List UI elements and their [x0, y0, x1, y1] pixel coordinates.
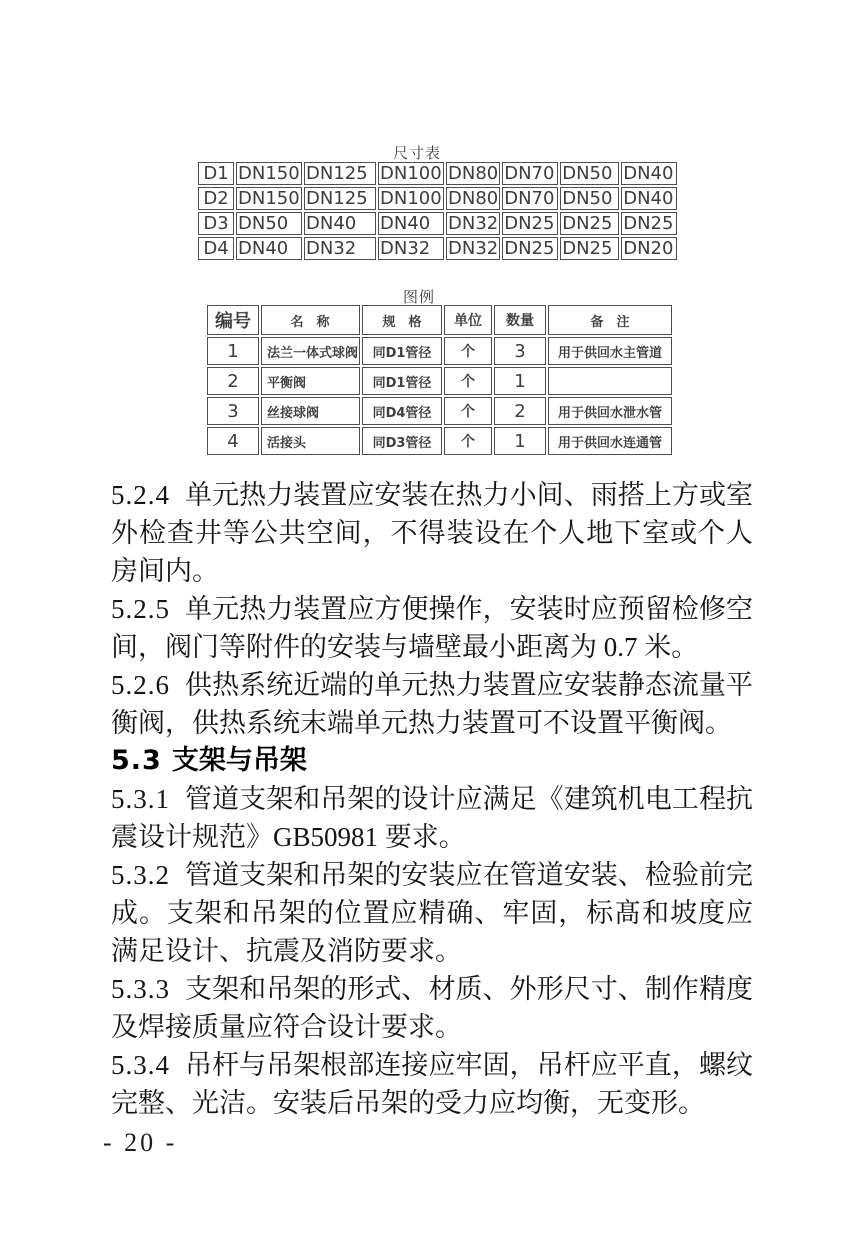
table-cell: D1: [198, 162, 234, 185]
section-text: 支架和吊架的形式、材质、外形尺寸、制作精度及焊接质量应符合设计要求。: [111, 974, 753, 1042]
column-header: 单位: [444, 305, 492, 335]
table-header-row: [207, 305, 672, 335]
section-5-2-6: [111, 666, 753, 742]
table-cell: DN25: [502, 237, 558, 260]
table-cell: DN70: [502, 187, 558, 210]
table-row: [207, 337, 672, 365]
section-5-3-4: [111, 1046, 753, 1122]
table-cell: DN125: [304, 162, 376, 185]
table-cell: DN40: [378, 212, 444, 235]
table-cell: D4: [198, 237, 234, 260]
table-cell: DN40: [621, 162, 677, 185]
table-cell: 个: [444, 427, 492, 455]
table-cell: DN100: [378, 187, 444, 210]
table-cell: 个: [444, 337, 492, 365]
column-header: 规 格: [362, 305, 442, 335]
size-table-title: 尺寸表: [393, 144, 442, 162]
table-cell: DN25: [621, 212, 677, 235]
document-body: [111, 476, 753, 1122]
table-row: [207, 367, 672, 395]
section-number: 5.2.5: [111, 594, 170, 624]
section-5-2-4: [111, 476, 753, 590]
table-cell: 同D1管径: [362, 367, 442, 395]
table-cell: 用于供回水泄水管: [548, 397, 672, 425]
section-number: 5.3: [111, 745, 162, 776]
section-number: 5.3.3: [111, 974, 170, 1004]
table-cell: DN70: [502, 162, 558, 185]
section-text: 单元热力装置应安装在热力小间、雨搭上方或室外检查井等公共空间，不得装设在个人地下室或个人房间内。: [111, 480, 753, 586]
legend-table-title: 图例: [403, 288, 436, 306]
section-5-3-2: [111, 856, 753, 970]
table-cell: 个: [444, 397, 492, 425]
table-cell: DN25: [560, 237, 619, 260]
table-cell: 3: [207, 397, 259, 425]
section-number: 5.2.4: [111, 480, 170, 510]
table-cell: 同D4管径: [362, 397, 442, 425]
column-header: 备 注: [548, 305, 672, 335]
table-cell: DN50: [236, 212, 302, 235]
table-cell: DN25: [502, 212, 558, 235]
table-cell: DN40: [621, 187, 677, 210]
section-number: 5.3.1: [111, 784, 170, 814]
table-cell: DN80: [448, 163, 499, 184]
table-cell: 平衡阀: [261, 367, 360, 395]
column-header: 名 称: [261, 305, 360, 335]
section-text: 管道支架和吊架的安装应在管道安装、检验前完成。支架和吊架的位置应精确、牢固，标髙和坡度应满足设计、抗震及消防要求。: [111, 860, 753, 966]
section-text: 支架与吊架: [171, 745, 307, 776]
table-cell: DN25: [560, 212, 619, 235]
section-5-3-1: [111, 780, 753, 856]
table-cell: 同D3管径: [362, 427, 442, 455]
page-number: - 20 -: [103, 1128, 178, 1157]
table-cell: DN32: [378, 237, 444, 260]
table-cell: D2: [198, 187, 234, 210]
section-number: 5.2.6: [111, 670, 170, 700]
table-cell: DN80: [448, 188, 499, 209]
table-cell: D3: [198, 212, 234, 235]
table-row: [198, 237, 677, 260]
section-text: 管道支架和吊架的设计应满足《建筑机电工程抗震设计规范》GB50981 要求。: [111, 784, 753, 852]
table-cell: 活接头: [261, 427, 360, 455]
table-cell: DN32: [448, 213, 499, 234]
table-cell: DN32: [448, 238, 499, 259]
section-number: 5.3.4: [111, 1050, 170, 1080]
size-table: [196, 160, 679, 262]
table-cell: 4: [207, 427, 259, 455]
heading-5-3: [111, 742, 753, 780]
table-cell: DN20: [621, 237, 677, 260]
table-cell: 个: [444, 367, 492, 395]
table-cell: DN100: [378, 162, 444, 185]
column-header: 数量: [494, 305, 546, 335]
section-text: 单元热力装置应方便操作，安装时应预留检修空间，阀门等附件的安装与墙壁最小距离为 0.7 米。: [111, 594, 753, 662]
section-5-2-5: [111, 590, 753, 666]
column-header: 编号: [207, 305, 259, 335]
table-cell: 3: [494, 337, 546, 365]
table-cell: DN40: [304, 212, 376, 235]
table-cell: DN150: [236, 162, 302, 185]
section-text: 吊杆与吊架根部连接应牢固，吊杆应平直，螺纹完整、光洁。安装后吊架的受力应均衡，无变形。: [111, 1050, 753, 1118]
table-cell: 用于供回水主管道: [548, 337, 672, 365]
table-row: [198, 187, 677, 210]
table-cell: 1: [494, 367, 546, 395]
table-row: [207, 397, 672, 425]
table-cell: DN150: [236, 187, 302, 210]
table-cell: 2: [207, 367, 259, 395]
section-5-3-3: [111, 970, 753, 1046]
table-cell: 1: [494, 427, 546, 455]
legend-table: [205, 303, 674, 457]
table-cell: DN50: [560, 187, 619, 210]
section-text: 供热系统近端的单元热力装置应安装静态流量平衡阀，供热系统末端单元热力装置可不设置平衡阀。: [111, 670, 753, 738]
table-row: [198, 162, 677, 185]
table-row: [198, 212, 677, 235]
table-row: [207, 427, 672, 455]
table-cell: [548, 367, 672, 395]
table-cell: 2: [494, 397, 546, 425]
table-cell: 丝接球阀: [261, 397, 360, 425]
table-cell: DN125: [304, 187, 376, 210]
table-cell: 法兰一体式球阀: [261, 337, 360, 365]
table-cell: DN40: [236, 237, 302, 260]
table-cell: 用于供回水连通管: [548, 427, 672, 455]
table-cell: 同D1管径: [362, 337, 442, 365]
section-number: 5.3.2: [111, 860, 170, 890]
table-cell: DN32: [304, 237, 376, 260]
table-cell: DN50: [560, 162, 619, 185]
table-cell: 1: [207, 337, 259, 365]
